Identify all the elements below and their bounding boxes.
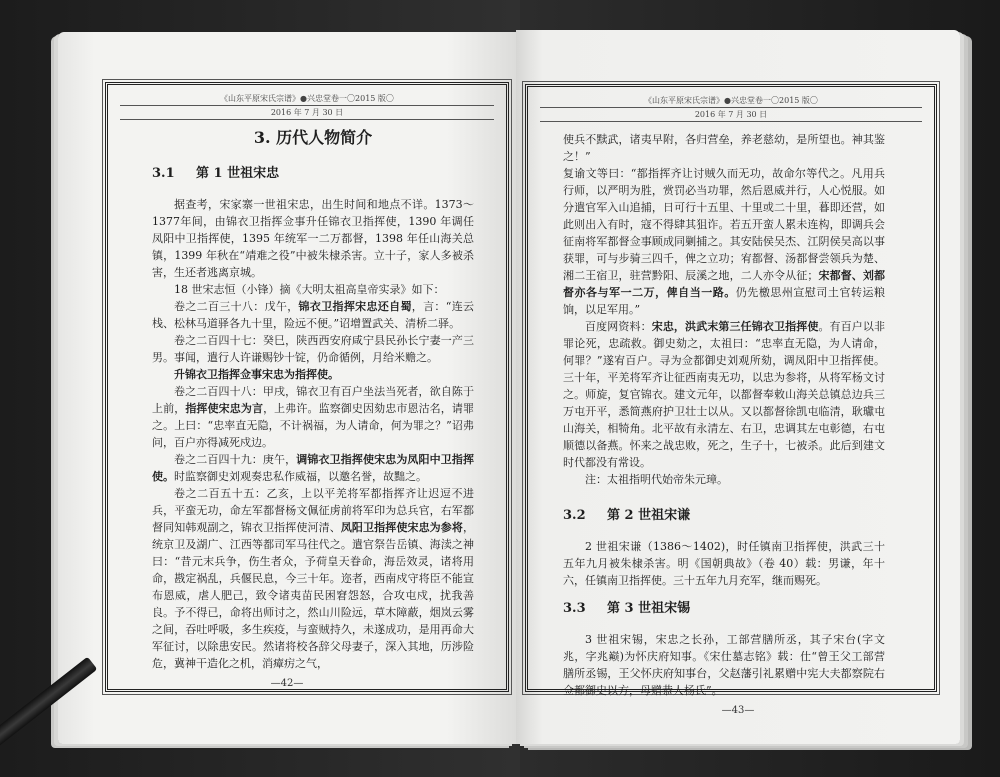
paragraph — [563, 471, 885, 488]
text-run: ，言：“连云栈、松林马道驿各九十里，险远不便。”诏增置武关、清桥二驿。 — [152, 300, 475, 330]
paragraph — [152, 281, 474, 298]
paragraph — [152, 196, 474, 281]
paragraph — [563, 318, 885, 471]
text-run: 时监察御史刘观奏忠私作威福，以邀名誉，故黜之。 — [174, 470, 427, 483]
text-run: 复谕文等曰：“都指挥齐让讨贼久而无功，故命尔等代之。凡用兵行师，以严明为胜，赏罚必当功罪，然后恩威并行，人心悦服。如分遣官军入山追捕，日可行十五里、十里或二十里，暮即还营，如此则出入有时，寇不得肆其狙诈。若五开蛮人累未连构，即调兵会征南将军都督佥事顾成同剿捕之。其安陆侯吴杰、江阴侯吴高以事获罪，可与步骑三四千，俾之立功；宥都督、汤都督尝领兵为楚、湘二王宿卫，驻营黔阳、辰溪之地，二人亦令从征； — [563, 167, 885, 282]
bold-text-run: 升锦衣卫指挥佥事宋忠为指挥使。 — [174, 368, 339, 381]
paragraph — [152, 485, 474, 672]
section-number: 3.3 — [563, 601, 586, 616]
section-heading — [563, 506, 885, 526]
text-run: 18 世宋志恒（小锋）摘《大明太祖高皇帝实录》如下： — [174, 283, 445, 296]
bold-text-run: 调锦衣卫指挥使宋忠为凤阳中卫指挥使。 — [152, 453, 475, 483]
paragraph: 2 世祖宋谦（1386～1402)，时任镇南卫指挥使，洪武三十五年九月被朱棣杀害。明《国朝典故》（卷 40）载：男谦，年十六，任镇南卫指挥使。三十五年九月充军，继而赐死。 — [563, 540, 885, 587]
paragraph: 3 世祖宋锡，宋忠之长孙，工部营膳所丞，其子宋台(字文兆，字兆巅)为怀庆府知事。《宋仕墓志铭》载：仕“曾王父工部营膳所丞锡，王父怀庆府知事台，父赵藩引礼累赠中宪大夫都察院右佥都御史以方，母赠恭人杨氏”。 — [563, 633, 885, 697]
header-date: 2016 年 7 月 30 日 — [120, 106, 494, 120]
running-header — [120, 93, 494, 120]
text-run: ，上弗许。监察御史因劾忠市恩沽名，请罪之。上曰：“忠率直无隐，不计祸福，为人请命，何为罪之？”诏弗问，百户亦得减死戍边。 — [152, 402, 475, 449]
text-run: 卷之二百四十八：甲戌，锦衣卫有百户坐法当死者，欲自陈于上前， — [152, 385, 474, 415]
paragraph — [152, 366, 474, 383]
paragraph — [152, 298, 474, 332]
section-label: 第 2 世祖宋谦 — [607, 508, 691, 523]
bold-text-run: 锦衣卫指挥宋忠还自蜀 — [298, 300, 412, 313]
paragraph — [152, 451, 474, 485]
page-number: —43— — [721, 705, 755, 716]
bold-text-run: 凤阳卫指挥使宋忠为参将 — [340, 521, 464, 534]
paragraph — [152, 332, 474, 366]
section-label: 第 3 世祖宋锡 — [607, 601, 691, 616]
header-date: 2016 年 7 月 30 日 — [540, 108, 922, 122]
section-number: 3.1 — [152, 166, 175, 181]
section-heading — [152, 164, 474, 184]
text-run: 使兵不黩武，诸夷早附，各归营垒，养老慈幼，是所望也。神其鉴之！” — [563, 133, 885, 163]
text-run: 卷之二百三十八：戊午， — [174, 300, 299, 313]
header-book-title: 《山东平原宋氏宗谱》●兴忠堂卷一〇2015 版〇 — [120, 93, 494, 106]
right-page — [516, 30, 960, 744]
text-run: 。有百户以非罪论死，忠疏救。御史劾之，太祖曰：“忠率直无隐，为人请命，何罪？”遂宥百户。寻为佥都御史刘观所劾，调凤阳中卫指挥使。三十年，平羌将军齐让征西南夷无功，以忠为参将，从将军杨文讨之。师旋，复官锦衣。建文元年，以都督奉敕山海关总镇总边兵三万屯开平，悉简燕府护卫壮士以从。又以都督徐凯屯临清，耿瓛屯山海关，相犄角。北平故有永清左、右卫，忠调其左屯彰德，右屯顺德以备燕。怀来之战忠败，死之，生子十，七被杀。此后到建文时代都没有常设。 — [563, 320, 886, 469]
text-run: 仍先檄思州宣慰司土官转运粮饷，以足军用。” — [563, 286, 886, 316]
running-header — [540, 95, 922, 122]
text-run: 卷之二百四十七：癸巳，陕西西安府咸宁县民孙长宁妻一产三男。事闻，遣行人许谦赐钞十锭，仍命循例，月给米赡之。 — [152, 334, 474, 364]
text-run: 据查考，宋家寨一世祖宋忠，出生时间和地点不详。1373～1377年间，由锦衣卫指挥佥事升任锦衣卫指挥使，1390 年调任凤阳中卫指挥使，1395 年统军一二万都督，1398 年任山海关总镇，1399 年秋在“靖难之役”中被朱棣杀害。立十子，家人多被杀害，生还者逃离京城。 — [152, 198, 474, 279]
text-run: 注：太祖指明代始帝朱元璋。 — [585, 473, 728, 486]
chapter-title: 3. 历代人物简介 — [253, 128, 373, 147]
right-paragraphs — [563, 131, 885, 488]
left-page-body — [152, 127, 474, 672]
section-heading — [563, 599, 885, 619]
page-number: —42— — [270, 678, 304, 689]
text-run: 卷之二百四十九：庚午， — [174, 453, 297, 466]
right-page-body — [563, 131, 885, 699]
text-run: ，统京卫及湖广、江西等都司军马往代之。遣官祭告岳镇、海渎之神曰：“昔元末兵争，伤生者众，予荷皇天眷命，海岳效灵，诸将用命，戡定祸乱，兵偃民息，今三十年。迩者，西南戍守将臣不能宣布恩威，虐人肥己，致令诸夷苗民困窘怨怒，合攻屯戍，扰我善良。予不得已，命将出师讨之，然山川险远，草木障蔽，烟岚云雾之间，吞吐呼吸，多生疾疫，与蛮贼持久，未遂成功，是用再命大军征讨，以除患安民。然诸将校各辞父母妻子，深入其地，历涉险危，冀神干造化之机，消瘴疠之气， — [152, 521, 475, 670]
left-paragraphs — [152, 196, 474, 672]
bold-text-run: 指挥使宋忠为言 — [185, 402, 264, 415]
bold-text-run: 宋都督、刘都督亦各与军一二万，俾自当一路。 — [563, 269, 886, 299]
paragraph — [563, 165, 885, 318]
paragraph — [563, 131, 885, 165]
text-run: 卷之二百五十五：乙亥，上以平羌将军都指挥齐让迟逗不进兵，平蛮无功，命左军都督杨文佩征虏前将军印为总兵官，右军都督同知韩观副之，锦衣卫指挥使河清、 — [152, 487, 474, 534]
text-run: 百度网资料： — [585, 320, 652, 333]
header-book-title: 《山东平原宋氏宗谱》●兴忠堂卷一〇2015 版〇 — [540, 95, 922, 108]
left-page — [58, 32, 516, 744]
section-number: 3.2 — [563, 508, 586, 523]
paragraph — [152, 383, 474, 451]
section-label: 第 1 世祖宋忠 — [196, 166, 280, 181]
bold-text-run: 宋忠，洪武末第三任锦衣卫指挥使 — [651, 320, 819, 333]
